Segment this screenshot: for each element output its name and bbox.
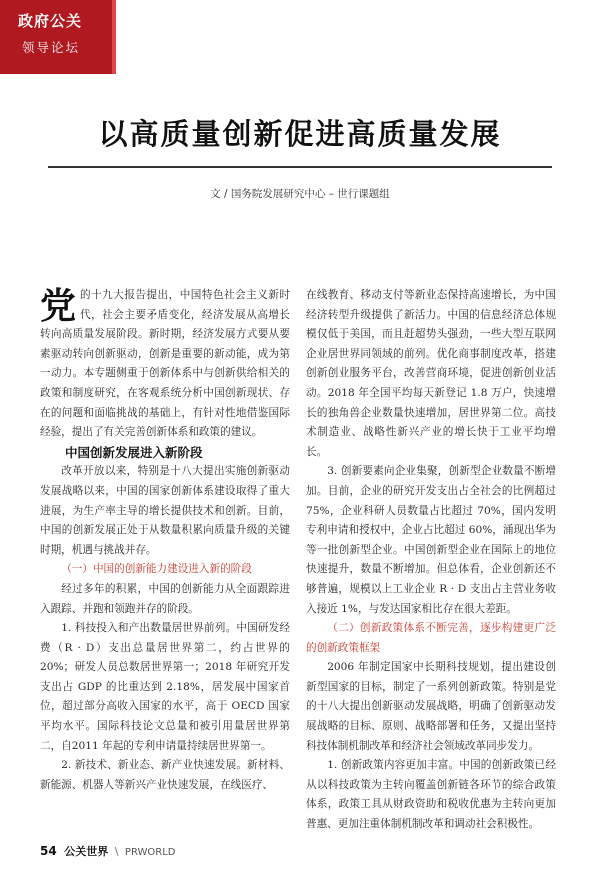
publication-english-name: PRWORLD	[124, 847, 176, 858]
publication-name: 公关世界	[64, 845, 109, 858]
body-paragraph: 改革开放以来，特别是十八大提出实施创新驱动发展战略以来，中国的国家创新体系建设取得了重大进展，为生产率主导的增长提供技术和创新。目前，中国的创新发展正处于从数量积累向质量升级的关键时期，机遇与挑战并存。	[40, 465, 290, 556]
intro-paragraph	[40, 286, 290, 443]
intro-text: 的十九大报告提出，中国特色社会主义新时代，社会主要矛盾变化，经济发展从高增长转向高质量发展阶段。新时期，经济发展方式要从要素驱动转向创新驱动，创新是重要的新动能，成为第一动力。本专题侧重于创新体系中与创新供给相关的政策和制度研究，在客观系统分析中国创新现状、存在的问题和面临挑战的基础上，有针对性地借鉴国际经验，提出了有关完善创新体系和政策的建议。	[40, 289, 290, 439]
page-number: 54	[40, 844, 57, 858]
section-heading: 中国创新发展进入新阶段	[65, 444, 203, 460]
body-paragraph: 2. 新技术、新业态、新产业快速发展。新材料、新能源、机器人等新兴产业快速发展，在线医疗、	[40, 759, 290, 791]
left-column	[40, 286, 290, 795]
article-title: 以高质量创新促进高质量发展	[98, 117, 502, 151]
right-column	[306, 286, 556, 835]
section-tag-accent	[112, 0, 116, 74]
body-paragraph: 2006 年制定国家中长期科技规划，提出建设创新型国家的目标，制定了一系列创新政策。特别是党的十八大提出创新驱动发展战略，明确了创新驱动发展战略的目标、原则、战略部署和任务，又提出坚持科技体制机制改革和经济社会领域改革同步发力。	[306, 661, 556, 752]
section-tag-line1: 政府公关	[18, 12, 83, 30]
title-divider	[48, 166, 552, 168]
section-tag	[0, 0, 116, 74]
footer-separator: \	[114, 845, 119, 858]
subheading: （二）创新政策体系不断完善，逐步构建更广泛的创新政策框架	[306, 622, 556, 654]
body-paragraph: 在线教育、移动支付等新业态保持高速增长，为中国经济转型升级提供了新活力。中国的信息经济总体规模仅低于美国，而且赶超势头强劲，一些大型互联网企业居世界同领域的前列。优化商事制度改革，搭建创新创业服务平台，改善营商环境，促进创新创业活动。2018 年全国平均每天新登记 1.8 万户，快速增长的独角兽企业数量快速增加，居世界第二位。高技术制造业、战略性新兴产业的增长快于工业平均增长。	[306, 289, 556, 458]
page-footer	[40, 843, 175, 859]
body-paragraph: 经过多年的积累，中国的创新能力从全面跟踪进入跟踪、并跑和领跑并存的阶段。	[40, 582, 290, 615]
section-tag-line2: 领导论坛	[22, 40, 81, 55]
body-paragraph: 1. 创新政策内容更加丰富。中国的创新政策已经从以科技政策为主转向覆盖创新链各环节的综合政策体系，政策工具从财政资助和税收优惠为主转向更加普惠、更加注重体制机制改革和调动社会积极性。	[306, 759, 556, 831]
drop-cap: 党	[40, 285, 77, 327]
body-paragraph: 3. 创新要素向企业集聚，创新型企业数量不断增加。目前，企业的研究开发支出占全社会的比例超过75%，企业科研人员数量占比超过 70%，国内发明专利申请和授权中，企业占比超过 60%，涌现出华为等一批创新型企业。中国创新型企业在国际上的地位快速提升，数量不断增加。但总体看，企业创新还不够普遍，规模以上工业企业 R · D 支出占主营业务收入接近 1%，与发达国家相比存在很大差距。	[306, 465, 556, 615]
body-paragraph: 1. 科技投入和产出数量居世界前列。中国研发经费（R · D）支出总量居世界第二，约占世界的20%；研发人员总数居世界第一；2018 年研究开发支出占 GDP 的比重达到 2.18%，居发展中国家首位，超过部分高收入国家的水平，高于 OECD 国家平均水平。国际科技论文总量和被引用量居世界第二，自2011 年起的专利申请量持续居世界第一。	[40, 622, 290, 752]
subheading: （一）中国的创新能力建设进入新的阶段	[61, 563, 252, 576]
byline: 文 / 国务院发展研究中心 – 世行课题组	[210, 188, 390, 200]
